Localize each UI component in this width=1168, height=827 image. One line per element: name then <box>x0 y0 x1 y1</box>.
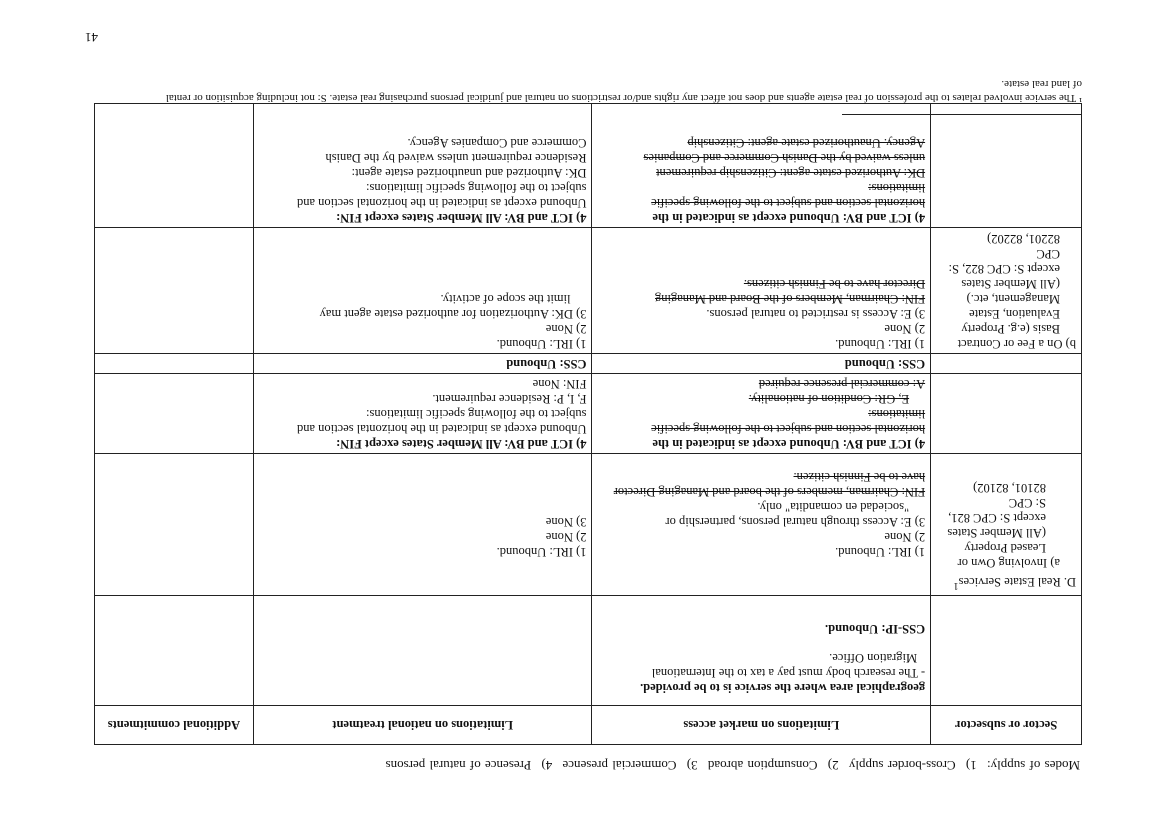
footnote-line-2: of land real estate. <box>1001 78 1082 90</box>
nt-mode-3-cont: limit the scope of activity. <box>440 292 571 306</box>
mode-2-number: 2) <box>827 758 839 773</box>
subsector-b-scope-cont: except S: CPC 822, S: CPC <box>948 247 1060 276</box>
table-row <box>95 374 1082 454</box>
modes-of-supply <box>380 757 1080 773</box>
subsector-b-cont3: Management, etc.) <box>966 292 1060 306</box>
ma-mode-3: 3) E: Access through natural persons, partnership or <box>665 515 926 529</box>
national-treatment-cell <box>253 374 592 454</box>
ma-mode-3-cont: "sociedad en comandita" only. <box>757 500 910 514</box>
sector-cell <box>931 354 1082 374</box>
additional-cell <box>95 104 254 228</box>
market-access-cell: CSS: Unbound <box>592 354 931 374</box>
sector-cell <box>931 104 1082 228</box>
ma-mode-4: 4) ICT and BV: Unbound except as indicated in the <box>652 211 926 225</box>
market-access-cell <box>592 596 931 706</box>
subsector-a-scope-cont: except S: CPC 821, S: CPC <box>948 495 1046 525</box>
ma-mode-2: 2) None <box>884 322 926 336</box>
nt-mode-1: 1) IRL: Unbound. <box>496 545 587 559</box>
modes-label: Modes of supply: <box>987 758 1080 773</box>
nt-dk-residence: Residence requirement unless waived by the Danish <box>325 151 587 165</box>
ma-commercial-presence: A: commercial presence required <box>758 377 926 391</box>
subsector-a-cont: Leased Property <box>964 540 1046 555</box>
table-row <box>95 228 1082 354</box>
css-ip-text: CSS-IP: Unbound. <box>825 622 926 636</box>
tax-text: - The research body must pay a tax to the International <box>651 666 926 680</box>
subsector-a-scope: (All Member States <box>947 525 1046 540</box>
market-access-cell <box>592 228 931 354</box>
ma-mode-1: 1) IRL: Unbound. <box>835 337 926 351</box>
mode-3-label: Commercial presence <box>562 758 677 773</box>
national-treatment-cell <box>253 596 592 706</box>
mode-1-label: Cross-border supply <box>848 758 956 773</box>
ma-fin-struck: FIN: Chairman, Members of the Board and Managing <box>655 292 926 306</box>
real-estate-title: D. Real Estate Services$^1$ <box>953 574 1076 591</box>
subsector-a-scope-cont2: 82101, 82102) <box>973 480 1046 495</box>
nt-mode-2: 2) None <box>545 322 587 336</box>
ma-mode-3: 3) E: Access is restricted to natural persons. <box>706 307 926 321</box>
subsector-a: a) Involving Own or <box>957 555 1060 570</box>
header-additional: Additional commitments <box>95 706 254 745</box>
additional-cell <box>95 354 254 374</box>
nt-mode-3: 3) DK: Authorization for authorized estate agent may <box>319 307 587 321</box>
nt-mode-1: 1) IRL: Unbound. <box>496 337 587 351</box>
nt-mode-3: 3) None <box>545 515 587 529</box>
nt-mode-4-limits: subject to the following specific limitations: <box>366 407 587 421</box>
table-row <box>95 596 1082 706</box>
sector-cell <box>931 596 1082 706</box>
nt-dk-agent: DK: Authorized and unauthorized estate agent: <box>351 166 587 180</box>
subsector-b-scope-cont2: 82201, 82202) <box>987 232 1060 246</box>
ma-mode-4-limits: limitations: <box>868 407 926 421</box>
ma-fin-struck-cont: have to be Finnish citizen. <box>793 470 926 484</box>
additional-cell <box>95 596 254 706</box>
nt-mode-2: 2) None <box>545 530 587 544</box>
market-access-cell <box>592 454 931 596</box>
national-treatment-cell <box>253 228 592 354</box>
ma-mode-4: 4) ICT and BV: Unbound except as indicated in the <box>652 437 926 451</box>
ma-fin-struck: FIN: Chairman, members of the board and Managing Director <box>613 485 926 499</box>
ma-mode-4-cont: horizontal section and subject to the following specific <box>651 196 926 210</box>
subsector-b-scope: (All Member States <box>961 277 1060 291</box>
tax-text-cont: Migration Office. <box>829 651 918 665</box>
nt-mode-4-cont: Unbound except as indicated in the horizontal section and <box>297 422 587 436</box>
additional-cell <box>95 374 254 454</box>
mode-4-label: Presence of natural persons <box>385 758 532 773</box>
nt-residence: F, I, P: Residence requirement. <box>432 392 587 406</box>
header-row <box>95 706 1082 745</box>
table-row <box>95 104 1082 228</box>
sector-cell <box>931 454 1082 596</box>
market-access-cell <box>592 374 931 454</box>
ma-mode-1: 1) IRL: Unbound. <box>835 545 926 559</box>
market-access-cell <box>592 104 931 228</box>
national-treatment-cell <box>253 454 592 596</box>
national-treatment-cell: CSS: Unbound <box>253 354 592 374</box>
mode-4-number: 4) <box>541 758 553 773</box>
footnote <box>92 77 1082 105</box>
header-market-access: Limitations on market access <box>592 706 931 745</box>
ma-dk-citizenship: DK: Authorized estate agent: Citizenship requirement <box>656 166 926 180</box>
nt-fin: FIN: None <box>532 377 587 391</box>
subsector-b-cont: Basis (e.g. Property <box>961 322 1060 336</box>
subsector-b-cont2: Evaluation, Estate <box>969 307 1060 321</box>
page-number: 41 <box>85 30 98 45</box>
subsector-b: b) On a Fee or Contract <box>957 337 1076 351</box>
national-treatment-cell <box>253 104 592 228</box>
ma-mode-4-cont: horizontal section and subject to the following specific <box>651 422 926 436</box>
sector-cell <box>931 374 1082 454</box>
header-sector: Sector or subsector <box>931 706 1082 745</box>
additional-cell <box>95 228 254 354</box>
header-national-treatment: Limitations on national treatment <box>253 706 592 745</box>
sector-cell <box>931 228 1082 354</box>
footnote-rule <box>842 114 1082 115</box>
nt-dk-agency: Commerce and Companies Agency. <box>407 136 587 150</box>
nt-mode-4: 4) ICT and BV: All Member States except FIN: <box>336 437 587 451</box>
mode-3-number: 3) <box>686 758 698 773</box>
ma-nationality: E, GR: Condition of nationality. <box>748 392 910 406</box>
footnote-line-1: ¹ The service involved relates to the profession of real estate agents and does not affect any rights and/or restrictions on natural and juridical persons purchasing real estate. S: not including acquisition or rental <box>165 92 1082 104</box>
mode-1-number: 1) <box>965 758 977 773</box>
ma-mode-2: 2) None <box>884 530 926 544</box>
table-row <box>95 354 1082 374</box>
geo-text: geographical area where the service is to be provided. <box>640 681 926 695</box>
ma-dk-citizenship-cont2: Agency. Unauthorized estate agent: Citizenship <box>687 136 926 150</box>
table-row <box>95 454 1082 596</box>
schedule-table <box>94 103 1082 745</box>
nt-mode-4-cont: Unbound except as indicated in the horizontal section and <box>297 196 587 210</box>
ma-dk-citizenship-cont: unless waived by the Danish Commerce and Companies <box>643 151 926 165</box>
nt-mode-4-limits: subject to the following specific limitations: <box>366 181 587 195</box>
ma-fin-struck-cont: Director have to be Finnish citizens. <box>743 277 926 291</box>
mode-2-label: Consumption abroad <box>707 758 818 773</box>
ma-mode-4-limits: limitations: <box>868 181 926 195</box>
nt-mode-4: 4) ICT and BV: All Member States except FIN: <box>336 211 587 225</box>
additional-cell <box>95 454 254 596</box>
